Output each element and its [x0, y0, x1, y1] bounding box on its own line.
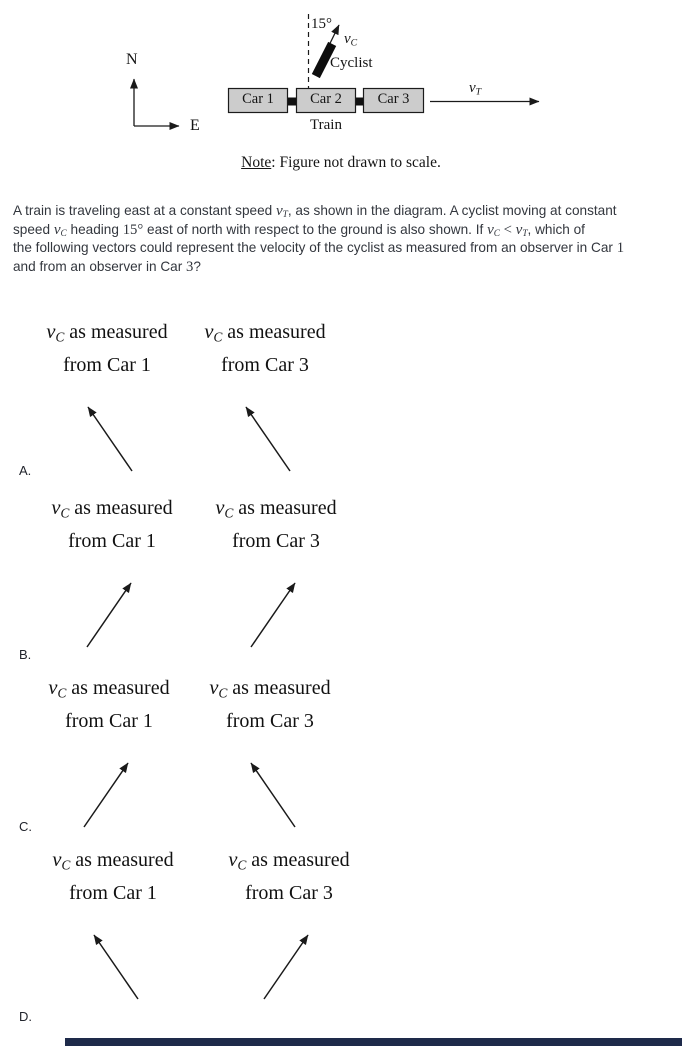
vector-arrow	[77, 568, 147, 652]
option-letter: A.	[19, 463, 32, 478]
vector-arrow	[78, 920, 148, 1004]
option-letter: C.	[19, 819, 32, 834]
car-coupler-1	[288, 98, 296, 106]
vector-arrow	[241, 568, 311, 652]
car2-label: Car 2	[310, 91, 342, 107]
train-label: Train	[310, 117, 342, 133]
car1-label: Car 1	[242, 91, 274, 107]
problem-text	[13, 202, 675, 276]
problem-line-4: and from an observer in Car 3?	[13, 258, 201, 275]
problem-line-1: A train is traveling east at a constant speed $v_T$, as shown in the diagram. A cyclist moving at constant	[13, 203, 617, 221]
column-label: $v_C$ as measured from Car 3	[228, 849, 350, 904]
option-a-car3-column	[180, 308, 350, 476]
option-b-car3-column	[191, 484, 361, 652]
column-label: $v_C$ as measured from Car 3	[204, 321, 326, 376]
option-a-car1-column	[22, 308, 192, 476]
option-c-car3-column	[185, 664, 355, 832]
column-label: $v_C$ as measured from Car 3	[215, 497, 337, 552]
column-label: $v_C$ as measured from Car 1	[46, 321, 168, 376]
column-label: $v_C$ as measured from Car 3	[209, 677, 331, 732]
figure-note	[0, 154, 682, 172]
vector-arrow	[74, 748, 144, 832]
option-d-car1-column	[28, 836, 198, 1004]
column-label: $v_C$ as measured from Car 1	[52, 849, 174, 904]
option-letter: B.	[19, 647, 32, 662]
vector-arrow	[230, 392, 300, 476]
option-c-car1-column	[24, 664, 194, 832]
option-letter: D.	[19, 1009, 32, 1024]
option-b[interactable]	[0, 484, 500, 664]
car3-label: Car 3	[377, 91, 410, 107]
vector-arrow	[72, 392, 142, 476]
option-a[interactable]	[0, 308, 500, 480]
problem-line-3: the following vectors could represent the velocity of the cyclist as measured from an observer in Car 1	[13, 240, 625, 257]
note-word: Note	[241, 154, 272, 171]
cyclist-label: Cyclist	[330, 55, 373, 71]
option-c[interactable]	[0, 664, 500, 836]
option-d[interactable]	[0, 836, 500, 1026]
car-coupler-2	[356, 98, 363, 106]
angle-label: 15°	[311, 16, 332, 32]
cyclist-velocity-label: $v_C$	[344, 31, 358, 49]
bottom-bar	[65, 1038, 682, 1046]
option-d-car3-column	[204, 836, 374, 1004]
train-velocity-label: $v_T$	[469, 80, 482, 98]
column-label: $v_C$ as measured from Car 1	[51, 497, 173, 552]
note-rest: : Figure not drawn to scale.	[271, 154, 441, 171]
column-label: $v_C$ as measured from Car 1	[48, 677, 170, 732]
problem-line-2: speed $v_C$ heading 15° east of north with respect to the ground is also shown. If $v_C < v_T$, which of	[13, 221, 585, 239]
north-label: N	[126, 51, 138, 68]
vector-arrow	[254, 920, 324, 1004]
vector-arrow	[235, 748, 305, 832]
east-label: E	[190, 117, 200, 134]
option-b-car1-column	[27, 484, 197, 652]
